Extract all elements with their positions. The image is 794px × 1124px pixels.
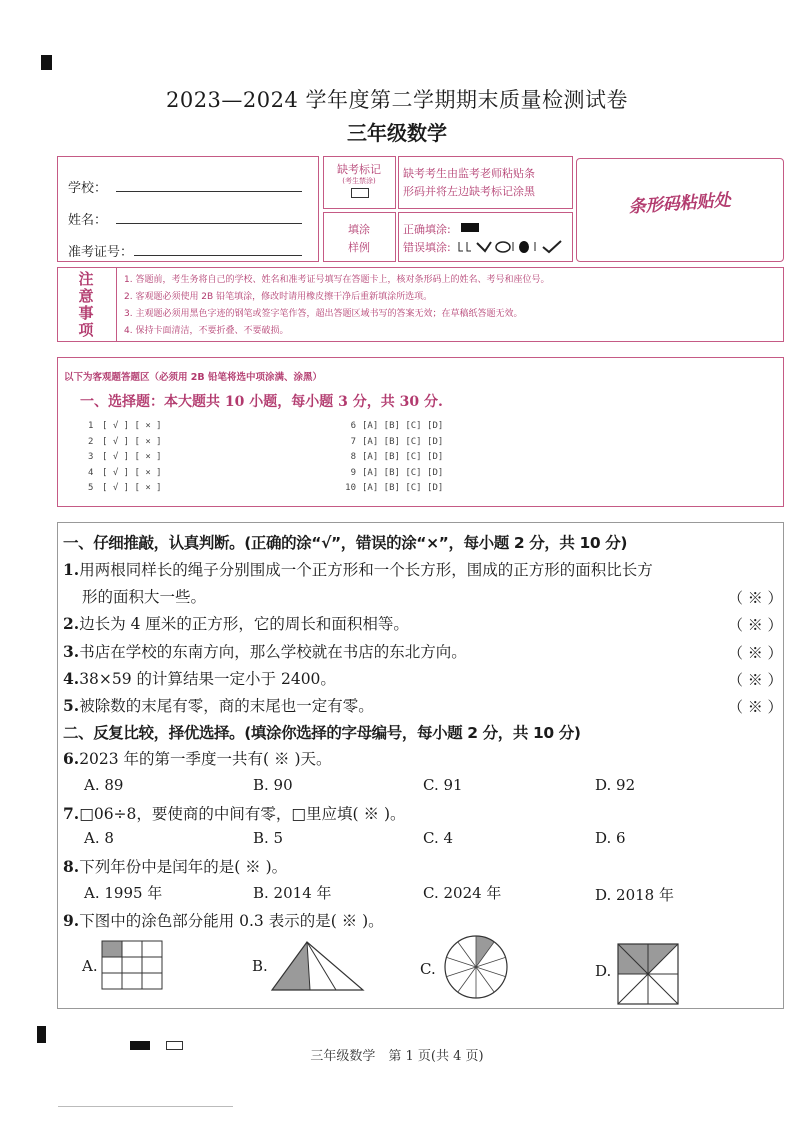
q8-option-c: C. 2024 年 [423, 884, 502, 902]
notes-label [57, 267, 117, 342]
section1-heading: 一、仔细推敲，认真判断。(正确的涂“√”，错误的涂“×”，每小题 2 分，共 10 分) [63, 534, 628, 552]
fill-example-box [398, 212, 573, 262]
question-3: 3.书店在学校的东南方向，那么学校就在书店的东北方向。 [63, 642, 467, 661]
q9-option-b: B. [252, 957, 268, 975]
fill-label-line2: 样例 [348, 241, 370, 254]
absent-sublabel: (考生禁涂) [342, 177, 376, 185]
answer-paren-2[interactable]: （ ※ ） [728, 616, 783, 634]
question-6: 6.2023 年的第一季度一共有( ※ )天。 [63, 749, 332, 768]
q6-option-a: A. 89 [84, 776, 124, 794]
section2-heading: 二、反复比较，择优选择。(填涂你选择的字母编号，每小题 2 分，共 10 分) [63, 724, 581, 742]
note-item: 4. 保持卡面清洁，不要折叠、不要破损。 [124, 326, 289, 336]
absent-label: 缺考标记 [337, 163, 381, 176]
objective-heading: 一、选择题：本大题共 10 小题，每小题 3 分，共 30 分. [80, 394, 443, 410]
q9-figure-a-grid [101, 940, 163, 990]
answer-row[interactable]: 10 [A] [B] [C] [D] [345, 483, 444, 493]
q9-figure-b-triangle [270, 940, 365, 992]
objective-notice: 以下为客观题答题区（必须用 2B 铅笔将选中项涂满、涂黑） [64, 372, 322, 383]
name-field[interactable] [116, 223, 302, 224]
mc-answer-grid [334, 419, 443, 497]
q8-option-d: D. 2018 年 [595, 886, 674, 904]
absent-instructions-line1: 缺考考生由监考老师粘贴条 [403, 167, 535, 180]
timing-mark-bottom [37, 1026, 46, 1043]
q6-option-d: D. 92 [595, 776, 636, 794]
q7-option-d: D. 6 [595, 829, 626, 847]
fill-label-line1: 填涂 [348, 223, 370, 236]
answer-row[interactable]: 7 [A] [B] [C] [D] [350, 436, 444, 447]
question-9: 9.下图中的涂色部分能用 0.3 表示的是( ※ )。 [63, 911, 384, 930]
student-info-box [57, 156, 319, 262]
page-subtitle: 三年级数学 [347, 121, 447, 145]
q9-figure-c-circle [443, 934, 509, 1000]
question-7: 7.□06÷8，要使商的中间有零，□里应填( ※ )。 [63, 804, 406, 823]
correct-fill-label: 正确填涂: [403, 223, 451, 236]
q8-option-b: B. 2014 年 [253, 884, 332, 902]
absent-instructions-line2: 形码并将左边缺考标记涂黑 [403, 185, 535, 198]
question-4: 4.38×59 的计算结果一定小于 2400。 [63, 669, 336, 688]
page-footer: 三年级数学 第 1 页(共 4 页) [310, 1049, 484, 1064]
notes-label-char: 项 [78, 321, 94, 339]
answer-row[interactable]: 6 [A] [B] [C] [D] [350, 421, 444, 431]
q7-option-b: B. 5 [253, 829, 284, 847]
answer-paren-3[interactable]: （ ※ ） [728, 644, 783, 662]
wrong-fill-samples [457, 239, 569, 255]
answer-row[interactable]: 1 [ √ ] [ × ] [88, 421, 162, 431]
answer-row[interactable]: 2 [ √ ] [ × ] [88, 436, 162, 447]
page-title: 2023—2024 学年度第二学期期末质量检测试卷 [165, 88, 629, 112]
wrong-fill-label: 错误填涂: [403, 241, 451, 254]
notes-label-char: 注 [78, 270, 94, 288]
answer-paren-4[interactable]: （ ※ ） [728, 671, 783, 689]
answer-paren-5[interactable]: （ ※ ） [728, 698, 783, 716]
notes-label-char: 意 [78, 287, 94, 305]
note-item: 2. 客观题必须使用 2B 铅笔填涂，修改时请用橡皮擦干净后重新填涂所选项。 [124, 292, 433, 302]
question-8: 8.下列年份中是闰年的是( ※ )。 [63, 857, 288, 876]
id-field[interactable] [134, 255, 302, 256]
absent-mark-box [323, 156, 396, 209]
question-1: 1.用两根同样长的绳子分别围成一个正方形和一个长方形，围成的正方形的面积比长方 [63, 560, 653, 579]
answer-row[interactable]: 4 [ √ ] [ × ] [88, 467, 162, 478]
q9-option-d: D. [595, 962, 612, 980]
id-label: 准考证号： [68, 245, 134, 260]
absent-instructions-box [398, 156, 573, 209]
barcode-area [576, 158, 784, 262]
answer-row[interactable]: 9 [A] [B] [C] [D] [350, 467, 444, 478]
answer-row[interactable]: 5 [ √ ] [ × ] [88, 483, 162, 493]
q9-figure-d-square [616, 942, 680, 1006]
answer-row[interactable]: 3 [ √ ] [ × ] [88, 452, 162, 462]
question-1-cont: 形的面积大一些。 [82, 588, 207, 606]
tf-answer-grid [88, 419, 162, 497]
bottom-rule [58, 1106, 233, 1107]
q9-option-c: C. [420, 960, 436, 978]
answer-paren-1[interactable]: （ ※ ） [728, 589, 783, 607]
timing-mark-top [41, 55, 52, 70]
q6-option-b: B. 90 [253, 776, 293, 794]
q8-option-a: A. 1995 年 [84, 884, 163, 902]
question-2: 2.边长为 4 厘米的正方形，它的周长和面积相等。 [63, 614, 409, 633]
question-5: 5.被除数的末尾有零，商的末尾也一定有零。 [63, 696, 374, 715]
absent-checkbox[interactable] [351, 188, 369, 198]
answer-row[interactable]: 8 [A] [B] [C] [D] [350, 452, 444, 462]
note-item: 1. 答题前，考生务将自己的学校、姓名和准考证号填写在答题卡上，核对条形码上的姓名、考号和座位号。 [124, 275, 550, 285]
correct-fill-sample [461, 223, 479, 232]
school-field[interactable] [116, 191, 302, 192]
q7-option-c: C. 4 [423, 829, 454, 847]
q6-option-c: C. 91 [423, 776, 463, 794]
fill-example-label-box [323, 212, 396, 262]
notes-label-char: 事 [78, 304, 94, 322]
school-label: 学校： [68, 181, 108, 196]
q9-option-a: A. [82, 957, 98, 975]
name-label: 姓名： [68, 213, 108, 228]
note-item: 3. 主观题必须用黑色字迹的钢笔或签字笔作答，超出答题区域书写的答案无效；在草稿纸答题无效。 [124, 309, 523, 319]
barcode-label: 条形码粘贴处 [628, 190, 732, 218]
q7-option-a: A. 8 [84, 829, 114, 847]
